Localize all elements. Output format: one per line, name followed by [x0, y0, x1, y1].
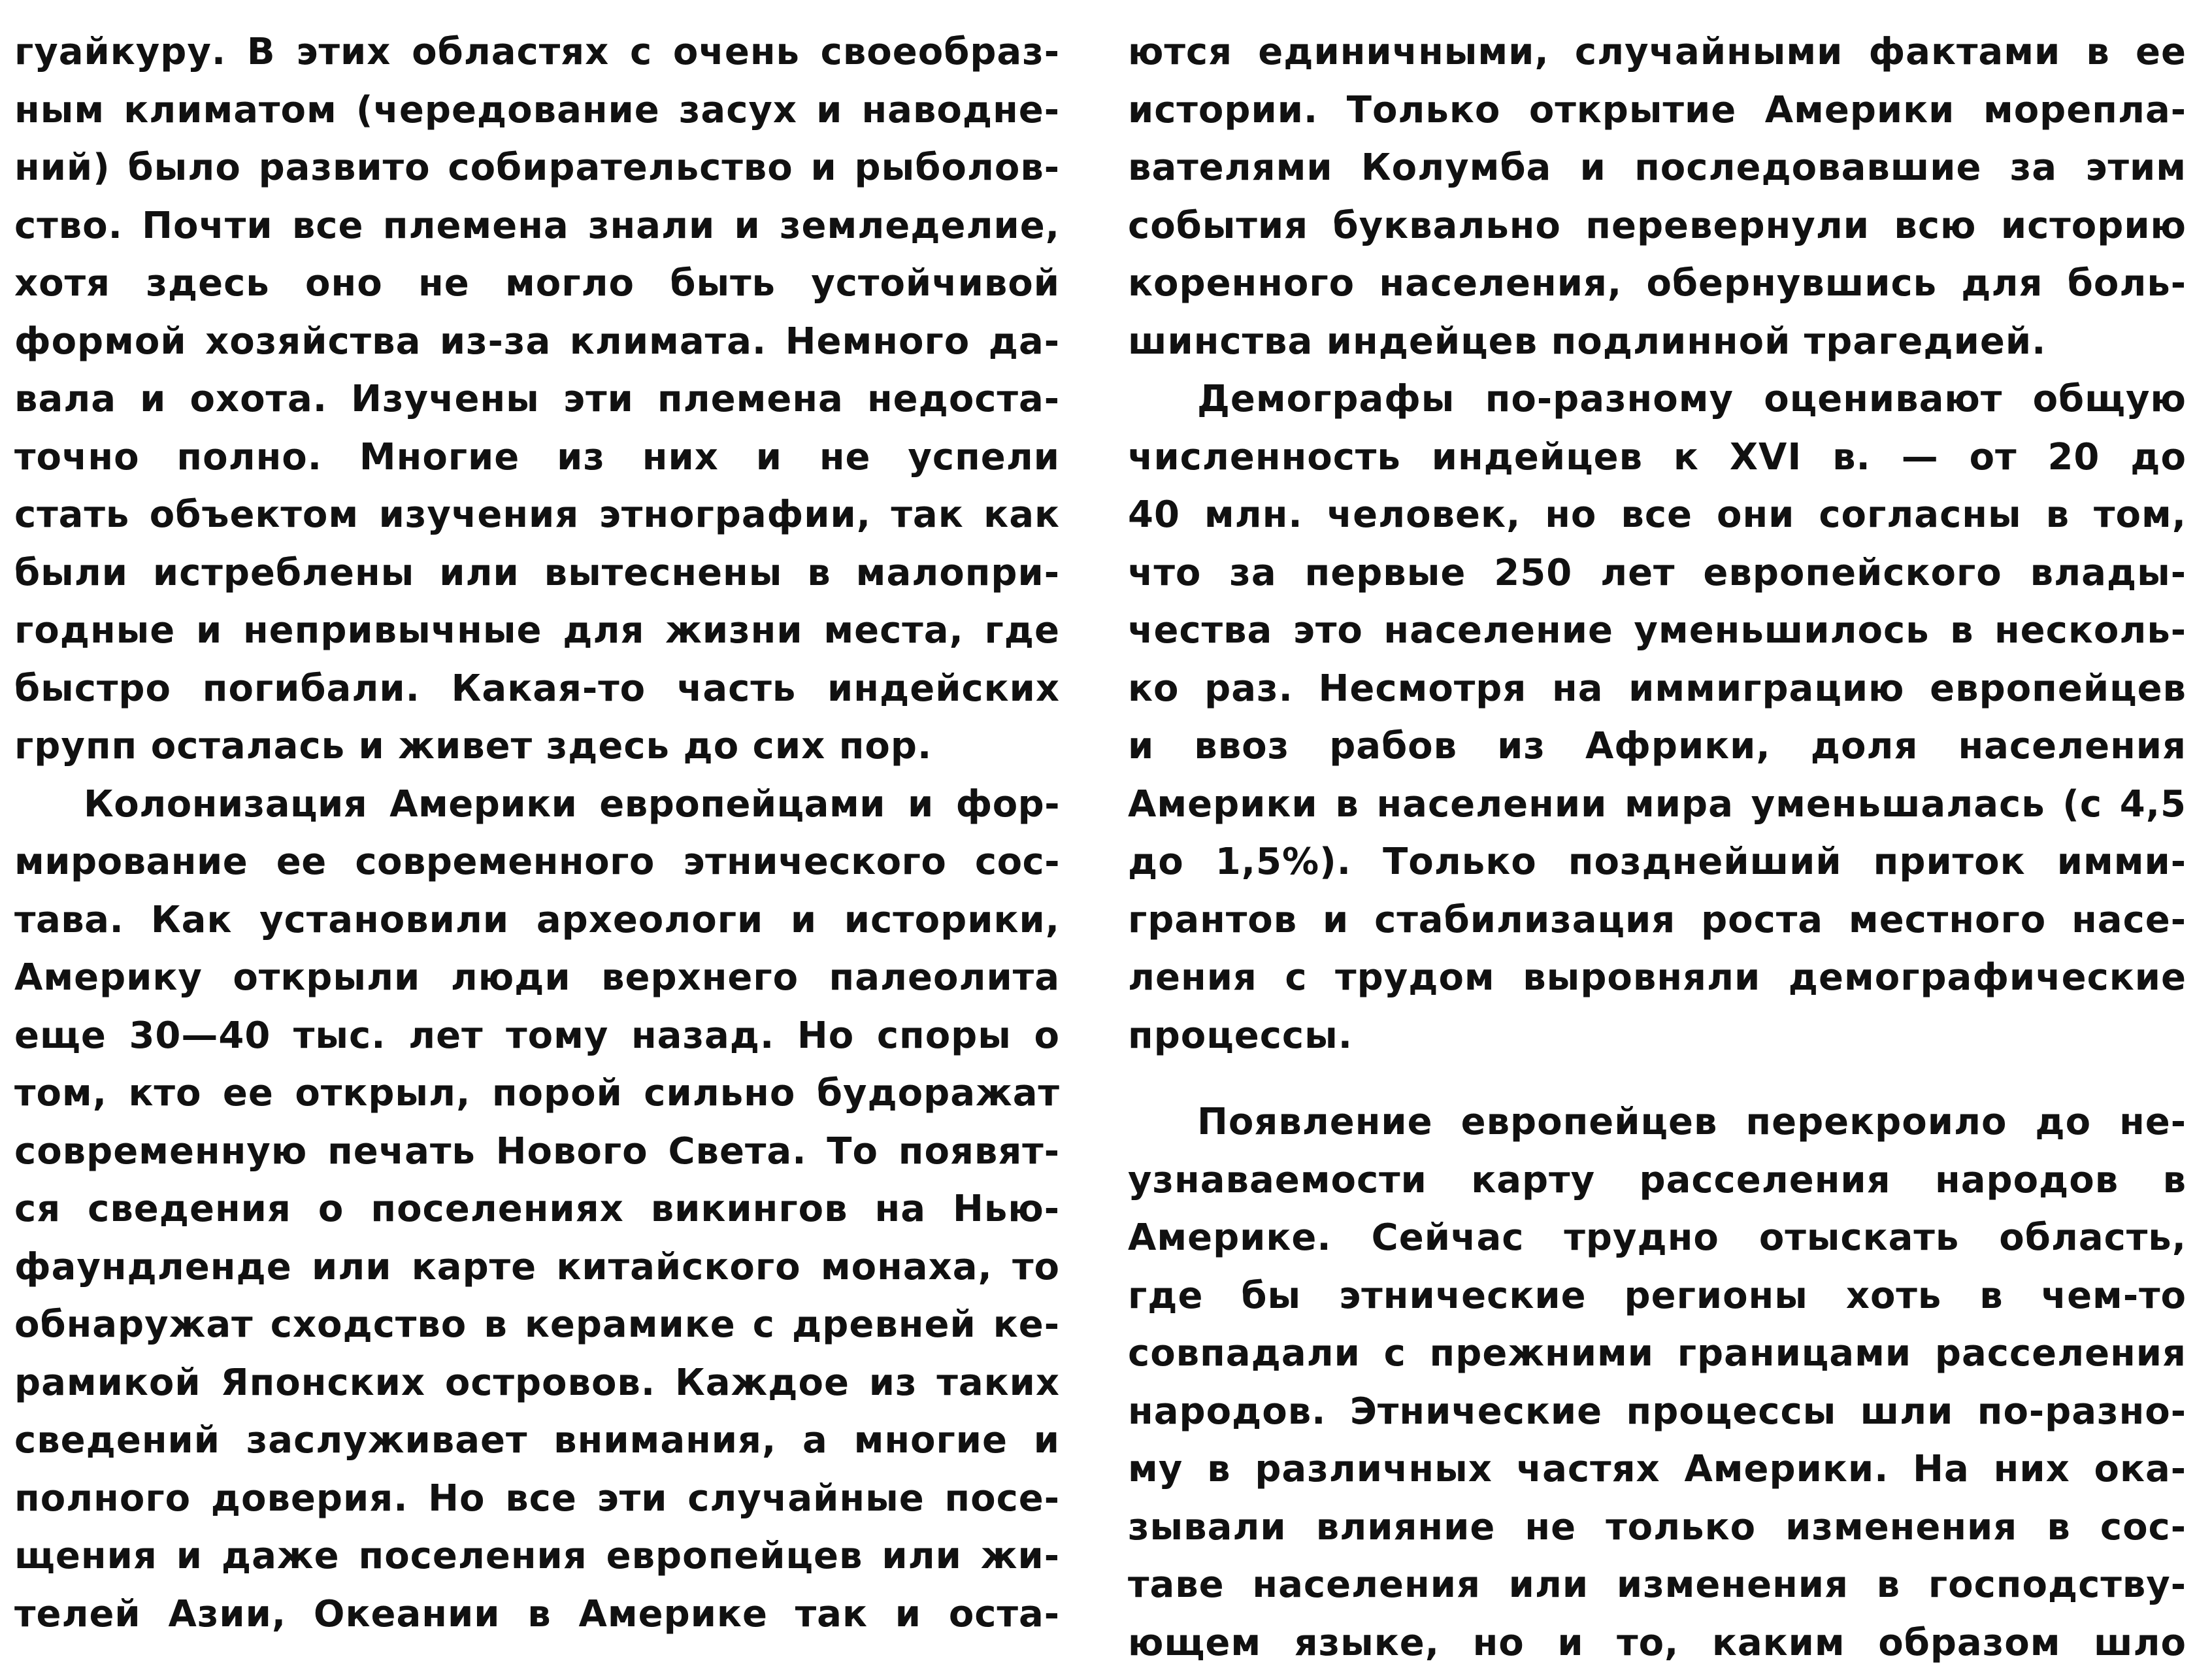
text-line: еще 30—40 тыс. лет тому назад. Но споры о: [14, 1014, 1060, 1057]
text-line: где бы этнические регионы хоть в чем-то: [1128, 1274, 2187, 1317]
text-line: годные и непривычные для жизни места, где: [14, 609, 1060, 652]
right-paragraph-2: [1128, 371, 2187, 1065]
right-column: [1128, 24, 2187, 1672]
text-line: обнаружат сходство в керамике с древней ке-: [14, 1303, 1060, 1346]
left-paragraph-1: [14, 24, 1060, 776]
text-line: коренного населения, обернувшись для боль-: [1128, 262, 2187, 305]
text-line: хотя здесь оно не могло быть устойчивой: [14, 262, 1060, 305]
text-line: вала и охота. Изучены эти племена недоста-: [14, 378, 1060, 420]
text-line: ко раз. Несмотря на иммиграцию европейцев: [1128, 667, 2187, 710]
text-line: Америки в населении мира уменьшалась (с 4,5: [1128, 782, 2187, 826]
text-line: чества это население уменьшилось в несколь-: [1128, 609, 2187, 652]
text-line: грантов и стабилизация роста местного насе-: [1128, 898, 2187, 941]
text-line: групп осталась и живет здесь до сих пор.: [14, 725, 933, 767]
left-column: [14, 24, 1060, 1643]
text-line: точно полно. Многие из них и не успели: [14, 435, 1060, 478]
text-line: ство. Почти все племена знали и земледелие,: [14, 204, 1060, 247]
right-paragraph-3: [1128, 1094, 2187, 1672]
text-line: [14, 892, 1060, 950]
text-line: истории. Только открытие Америки морепла-: [1128, 88, 2187, 131]
text-line: му в различных частях Америки. На них ока-: [1128, 1448, 2187, 1490]
text-line: вателями Колумба и последовавшие за этим: [1128, 146, 2187, 189]
text-line: Появление европейцев перекроило до не-: [1197, 1101, 2187, 1143]
text-line: таве населения или изменения в господству-: [1128, 1564, 2187, 1606]
text-line: узнаваемости карту расселения народов в: [1128, 1158, 2187, 1201]
text-line: ются единичными, случайными фактами в ее: [1128, 31, 2187, 73]
text-line: ний) было развито собирательство и рыболов-: [14, 146, 1060, 189]
text-line: были истреблены или вытеснены в малопри-: [14, 551, 1060, 594]
section-heading-line: Колонизация Америки европейцами и фор-: [84, 782, 1060, 826]
text-line: и ввоз рабов из Африки, доля населения: [1128, 725, 2187, 767]
text-line: быстро погибали. Какая-то часть индейских: [14, 667, 1060, 710]
text-line: зывали влияние не только изменения в сос-: [1128, 1505, 2187, 1548]
text-line: 40 млн. человек, но все они согласны в том,: [1128, 494, 2187, 536]
text-line: стать объектом изучения этнографии, так как: [14, 494, 1060, 536]
text-line: народов. Этнические процессы шли по-разно-: [1128, 1390, 2187, 1433]
text-line: сведений заслуживает внимания, а многие и: [14, 1419, 1060, 1462]
text-line: гуайкуру. В этих областях с очень своеобраз-: [14, 31, 1060, 73]
section-heading-end: тава.: [14, 898, 124, 941]
text-line: до 1,5%). Только позднейший приток имми-: [1128, 841, 2187, 883]
text-line: рамикой Японских островов. Каждое из таких: [14, 1361, 1060, 1404]
text-line: шинства индейцев подлинной трагедией.: [1128, 320, 2047, 363]
left-paragraph-2: [14, 776, 1060, 1644]
text-line: телей Азии, Океании в Америке так и оста-: [14, 1592, 1060, 1635]
text-line: ющем языке, но и то, каким образом шло: [1128, 1621, 2187, 1664]
text-line: ся сведения о поселениях викингов на Нью-: [14, 1188, 1060, 1230]
text-line: Америку открыли люди верхнего палеолита: [14, 956, 1060, 999]
text-line: современную печать Нового Света. То появят-: [14, 1130, 1060, 1173]
text-line: численность индейцев к XVI в. — от 20 до: [1128, 435, 2187, 478]
text-line: формой хозяйства из-за климата. Немного да-: [14, 320, 1060, 363]
text-line: Демографы по-разному оценивают общую: [1197, 378, 2187, 420]
text-line: события буквально перевернули всю историю: [1128, 204, 2187, 247]
text-line: полного доверия. Но все эти случайные посе-: [14, 1477, 1060, 1520]
text-fragment: Как установили археологи и историки,: [124, 898, 1060, 941]
text-line: фаундленде или карте китайского монаха, то: [14, 1245, 1060, 1288]
text-line: ления с трудом выровняли демографические: [1128, 956, 2187, 999]
text-line: щения и даже поселения европейцев или жи-: [14, 1535, 1060, 1577]
right-paragraph-1: [1128, 24, 2187, 371]
text-line: Америке. Сейчас трудно отыскать область,: [1128, 1216, 2187, 1259]
text-line: ным климатом (чередование засух и наводне-: [14, 88, 1060, 131]
paragraph-gap: [1128, 1065, 2187, 1094]
section-heading-line: мирование ее современного этнического сос-: [14, 841, 1060, 883]
text-line: совпадали с прежними границами расселения: [1128, 1332, 2187, 1375]
text-line: том, кто ее открыл, порой сильно будоражат: [14, 1072, 1060, 1114]
text-line: что за первые 250 лет европейского влады-: [1128, 551, 2187, 594]
text-line: процессы.: [1128, 1014, 1353, 1057]
